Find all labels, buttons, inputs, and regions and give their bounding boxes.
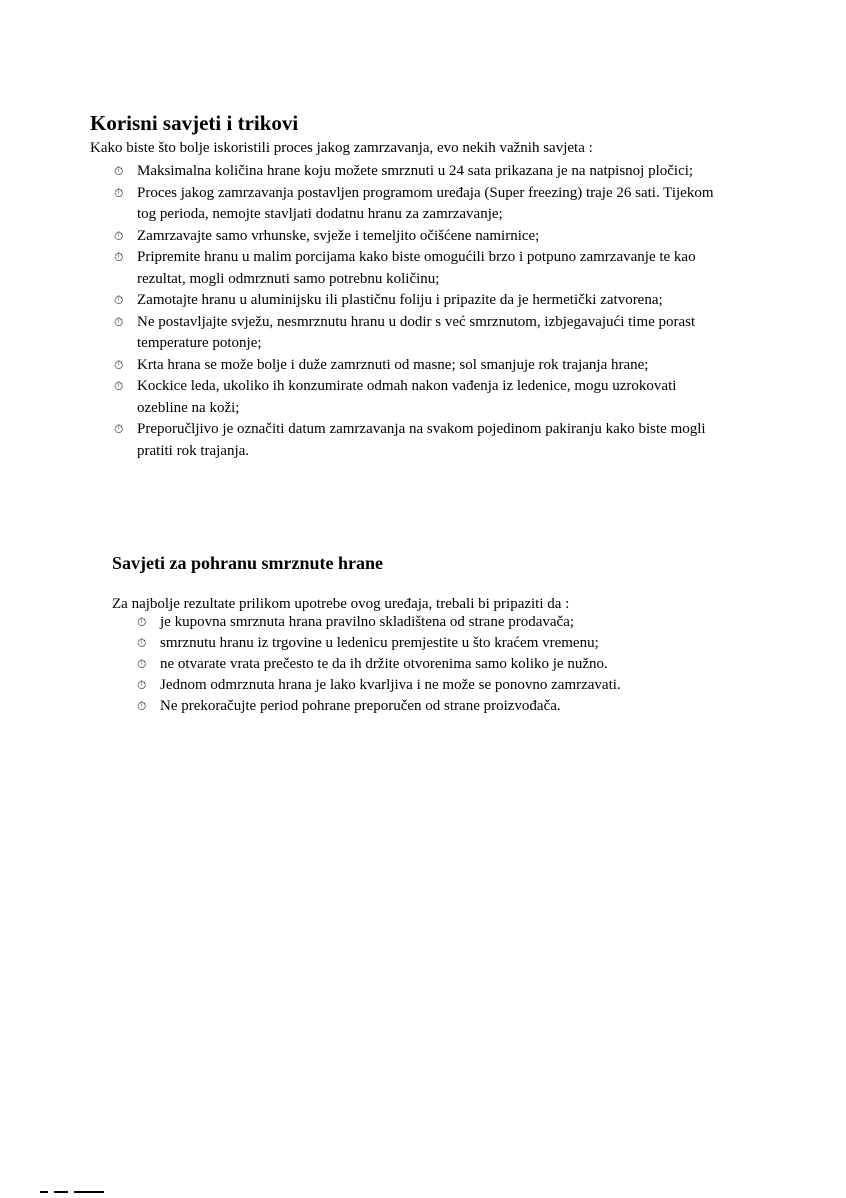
stopwatch-icon: ⏱ — [114, 314, 124, 329]
section-intro-tips: Kako biste što bolje iskoristili proces jakog zamrzavanja, evo nekih važnih savjeta : — [90, 140, 593, 156]
stopwatch-icon: ⏱ — [114, 228, 124, 243]
list-item — [114, 355, 714, 377]
list-item — [114, 376, 714, 419]
section-title-tips: Korisni savjeti i trikovi — [90, 111, 299, 135]
list-item-text: Preporučljivo je označiti datum zamrzavanja na svakom pojedinom pakiranju kako biste mogli pratiti rok trajanja. — [137, 421, 706, 459]
list-item-text: ne otvarate vrata prečesto te da ih držite otvorenima samo koliko je nužno. — [160, 656, 608, 672]
tips-list — [114, 161, 714, 462]
list-item — [137, 654, 697, 675]
section-title-storage: Savjeti za pohranu smrznute hrane — [112, 553, 383, 573]
stopwatch-icon: ⏱ — [114, 250, 124, 264]
stopwatch-icon: ⏱ — [114, 357, 124, 372]
list-item — [137, 696, 697, 717]
list-item-text: Ne prekoračujte period pohrane preporučen od strane proizvođača. — [160, 698, 561, 714]
list-item — [114, 290, 714, 312]
stopwatch-icon: ⏱ — [137, 636, 147, 650]
list-item-text: Jednom odmrznuta hrana je lako kvarljiva i ne može se ponovno zamrzavati. — [160, 677, 621, 693]
list-item — [137, 675, 697, 696]
list-item-text: Kockice leda, ukoliko ih konzumirate odmah nakon vađenja iz ledenice, mogu uzrokovati ozebline na koži; — [137, 378, 677, 416]
stopwatch-icon: ⏱ — [137, 615, 147, 629]
stopwatch-icon: ⏱ — [114, 379, 124, 393]
list-item-text: Proces jakog zamrzavanja postavljen programom uređaja (Super freezing) traje 26 sati. Tijekom tog perioda, nemojte stavljati dodatnu hranu za zamrzavanje; — [137, 184, 714, 222]
stopwatch-icon: ⏱ — [137, 657, 147, 671]
list-item — [137, 612, 697, 633]
stopwatch-icon: ⏱ — [137, 699, 147, 713]
list-item — [114, 226, 714, 248]
list-item-text: Zamotajte hranu u aluminijsku ili plastičnu foliju i pripazite da je hermetički zatvorena; — [137, 292, 663, 308]
list-item-text: Maksimalna količina hrane koju možete smrznuti u 24 sata prikazana je na natpisnoj pločici; — [137, 163, 694, 179]
list-item — [114, 183, 714, 226]
list-item — [114, 161, 714, 183]
list-item — [137, 633, 697, 654]
list-item — [114, 419, 714, 462]
stopwatch-icon: ⏱ — [137, 678, 147, 692]
stopwatch-icon: ⏱ — [114, 185, 124, 200]
footer-scan-artifact — [40, 1180, 140, 1183]
stopwatch-icon: ⏱ — [114, 293, 124, 307]
list-item-text: Zamrzavajte samo vrhunske, svježe i temeljito očišćene namirnice; — [137, 227, 540, 244]
section-intro-storage: Za najbolje rezultate prilikom upotrebe ovog uređaja, trebali bi pripaziti da : — [112, 596, 570, 612]
list-item-text: Ne postavljajte svježu, nesmrznutu hranu u dodir s već smrznutom, izbjegavajući time porast temperature potonje; — [137, 313, 696, 351]
list-item — [114, 247, 714, 290]
list-item-text: je kupovna smrznuta hrana pravilno skladištena od strane prodavača; — [160, 614, 575, 630]
stopwatch-icon: ⏱ — [114, 164, 124, 178]
list-item — [114, 312, 714, 355]
storage-list — [137, 612, 697, 717]
list-item-text: smrznutu hranu iz trgovine u ledenicu premjestite u što kraćem vremenu; — [160, 635, 599, 651]
stopwatch-icon: ⏱ — [114, 422, 124, 436]
list-item-text: Pripremite hranu u malim porcijama kako biste omogućili brzo i potpuno zamrzavanje te kao rezultat, mogli odmrznuti samo potrebnu količinu; — [137, 249, 696, 287]
list-item-text: Krta hrana se može bolje i duže zamrznuti od masne; sol smanjuje rok trajanja hrane; — [137, 356, 649, 373]
